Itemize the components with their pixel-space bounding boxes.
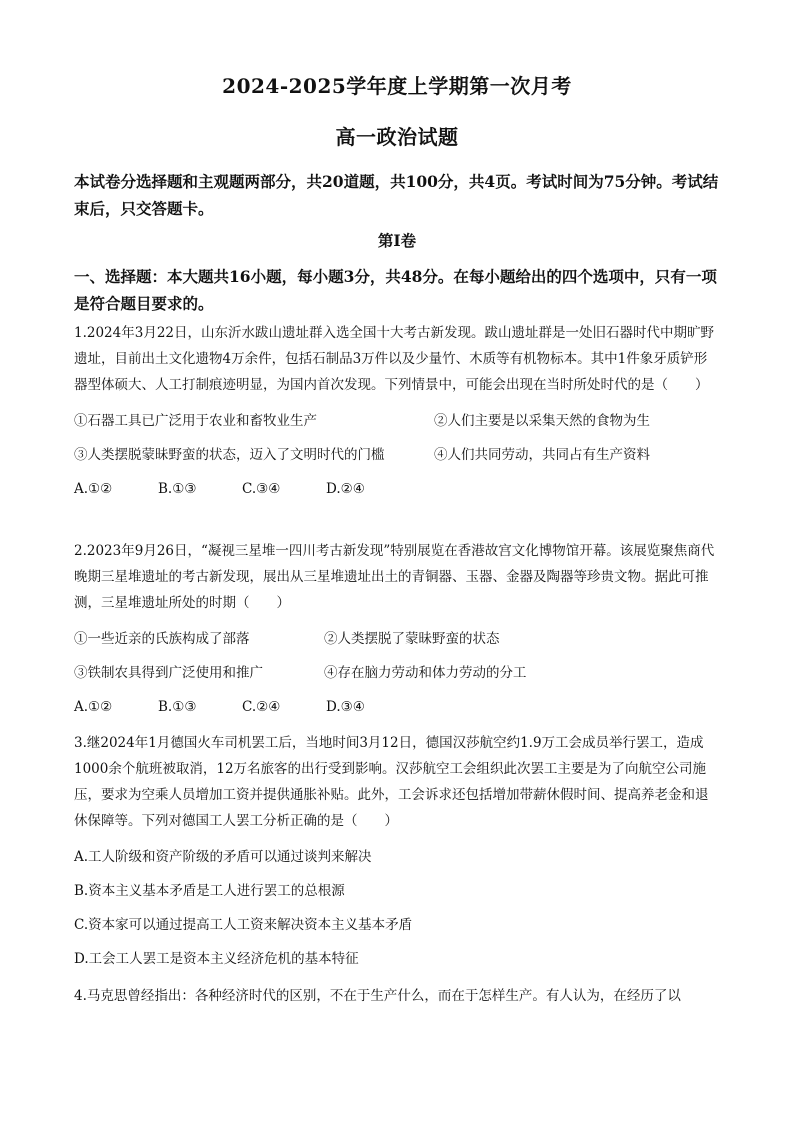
choice-d: D.工会工人罢工是资本主义经济危机的基本特征 (74, 951, 359, 967)
statement-option: ④人们共同劳动，共同占有生产资料 (434, 447, 650, 463)
part-heading: 一、选择题：本大题共16小题，每小题3分，共48分。在每小题给出的四个选项中，只有一项是符合题目要求的。 (74, 267, 717, 313)
question-stem: 1.2024年3月22日，山东沂水跋山遗址群入选全国十大考古新发现。跋山遗址群是一处旧石器时代中期旷野遗址，目前出土文化遗物4万余件，包括石制品3万件以及少量竹、木质等有机物标本。其中1件象牙质铲形器型体硕大、人工打制痕迹明显，为国内首次发现。下列情景中，可能会出现在当时所处时代的是（ ） (74, 325, 715, 393)
statement-option: ②人们主要是以采集天然的食物为生 (434, 413, 650, 429)
statement-row (74, 408, 720, 434)
choice-a: A.①② (74, 481, 113, 497)
answer-choices (74, 694, 720, 720)
section-heading: 第I卷 (377, 231, 417, 250)
answer-choices (74, 476, 720, 502)
statement-option: ②人类摆脱了蒙昧野蛮的状态 (324, 631, 500, 647)
question-stem: 4.马克思曾经指出：各种经济时代的区别，不在于生产什么，而在于怎样生产。有人认为，在经历了以 (74, 988, 681, 1004)
choice-b: B.资本主义基本矛盾是工人进行罢工的总根源 (74, 883, 345, 899)
exam-subtitle: 高一政治试题 (335, 125, 459, 149)
choice-d: D.②④ (326, 481, 365, 497)
statement-option: ①石器工具已广泛用于农业和畜牧业生产 (74, 413, 317, 429)
choice-d: D.③④ (326, 699, 365, 715)
choice-b: B.①③ (158, 481, 197, 497)
question-4 (74, 983, 720, 1009)
choice-c: C.②④ (242, 699, 281, 715)
question-stem: 3.继2024年1月德国火车司机罢工后，当地时间3月12日，德国汉莎航空约1.9万工会成员举行罢工，造成1000余个航班被取消，12万名旅客的出行受到影响。汉莎航空工会组织此次罢工主要是为了向航空公司施压，要求为空乘人员增加工资并提供通胀补贴。此外，工会诉求还包括增加带薪休假时间、提高养老金和退休保障等。下列对德国工人罢工分析正确的是（ ） (74, 735, 709, 829)
choice-c: C.③④ (242, 481, 281, 497)
question-stem: 2.2023年9月26日，“凝视三星堆一四川考古新发现”特别展览在香港故宫文化博物馆开幕。该展览聚焦商代晚期三星堆遗址的考古新发现，展出从三星堆遗址出土的青铜器、玉器、金器及陶器等珍贵文物。据此可推测，三星堆遗址所处的时期（ ） (74, 543, 715, 611)
choice-a: A.①② (74, 699, 113, 715)
question-3 (74, 730, 720, 972)
statement-row (74, 660, 720, 686)
choice-b: B.①③ (158, 699, 197, 715)
statement-option: ③人类摆脱蒙昧野蛮的状态，迈入了文明时代的门槛 (74, 447, 385, 463)
statement-option: ③铁制农具得到广泛使用和推广 (74, 665, 263, 681)
choice-c: C.资本家可以通过提高工人工资来解决资本主义基本矛盾 (74, 917, 413, 933)
statement-row (74, 626, 720, 652)
exam-title: 2024-2025学年度上学期第一次月考 (222, 74, 572, 98)
question-2 (74, 538, 720, 720)
statement-row (74, 442, 720, 468)
statement-option: ①一些近亲的氏族构成了部落 (74, 631, 250, 647)
statement-option: ④存在脑力劳动和体力劳动的分工 (324, 665, 527, 681)
choice-a: A.工人阶级和资产阶级的矛盾可以通过谈判来解决 (74, 849, 372, 865)
question-1 (74, 320, 720, 502)
exam-instructions: 本试卷分选择题和主观题两部分，共20道题，共100分，共4页。考试时间为75分钟。考试结束后，只交答题卡。 (74, 172, 719, 218)
